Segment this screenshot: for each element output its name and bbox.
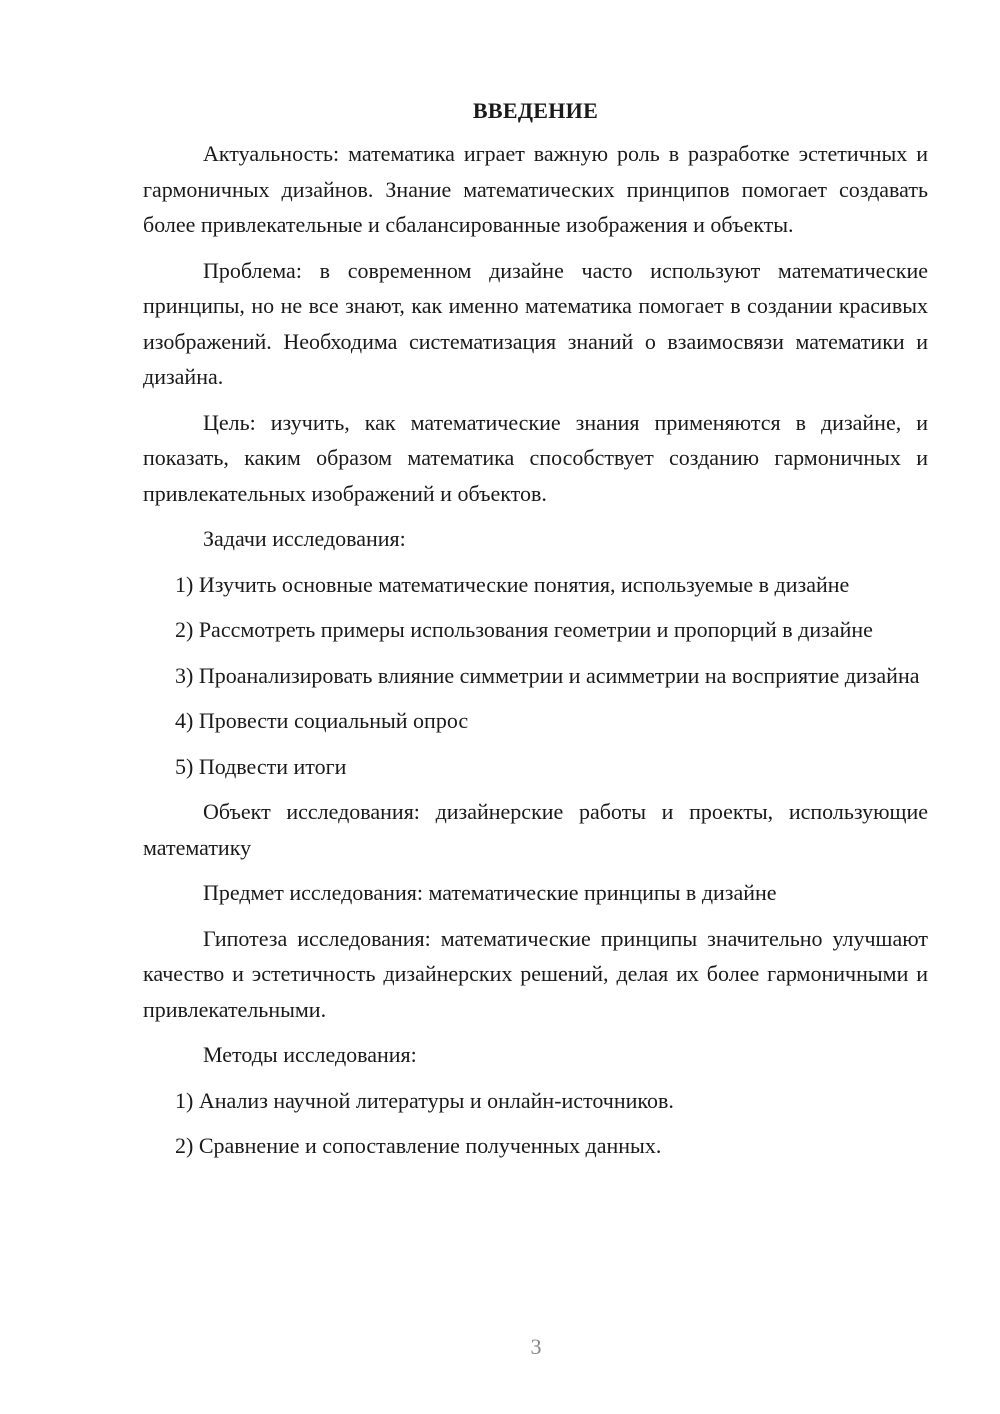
methods-title: Методы исследования: [203, 1042, 417, 1067]
method-item: 1) Анализ научной литературы и онлайн-источников. [175, 1087, 674, 1113]
tasks-title: Задачи исследования: [203, 526, 406, 551]
page-number: 3 [530, 1334, 542, 1359]
task-item: 3) Проанализировать влияние симметрии и асимметрии на восприятие дизайна [175, 662, 920, 688]
method-item: 2) Сравнение и сопоставление полученных данных. [175, 1133, 662, 1158]
document-page [143, 96, 928, 1174]
paragraph-subject: Предмет исследования: математические принципы в дизайне [203, 880, 777, 905]
paragraph-goal: Цель: изучить, как математические знания применяются в дизайне, и показать, каким образом математика способствует созданию гармоничных и привлекательных изображений и объектов. [143, 409, 928, 506]
paragraph-object: Объект исследования: дизайнерские работы и проекты, использующие математику [143, 799, 928, 860]
task-item: 1) Изучить основные математические понятия, используемые в дизайне [175, 571, 850, 597]
paragraph-relevance: Актуальность: математика играет важную роль в разработке эстетичных и гармоничных дизайнов. Знание математических принципов помогает создавать более привлекательные и сбалансированные изображения и объекты. [143, 141, 928, 237]
task-item: 2) Рассмотреть примеры использования геометрии и пропорций в дизайне [175, 617, 873, 642]
section-heading: ВВЕДЕНИЕ [472, 98, 599, 123]
paragraph-hypothesis: Гипотеза исследования: математические принципы значительно улучшают качество и эстетичность дизайнерских решений, делая их более гармоничными и привлекательными. [143, 925, 928, 1022]
paragraph-problem: Проблема: в современном дизайне часто используют математические принципы, но не все знают, как именно математика помогает в создании красивых изображений. Необходима систематизация знаний о взаимосвязи математики и дизайна. [143, 257, 928, 389]
task-item: 4) Провести социальный опрос [175, 708, 469, 733]
task-item: 5) Подвести итоги [175, 753, 347, 779]
